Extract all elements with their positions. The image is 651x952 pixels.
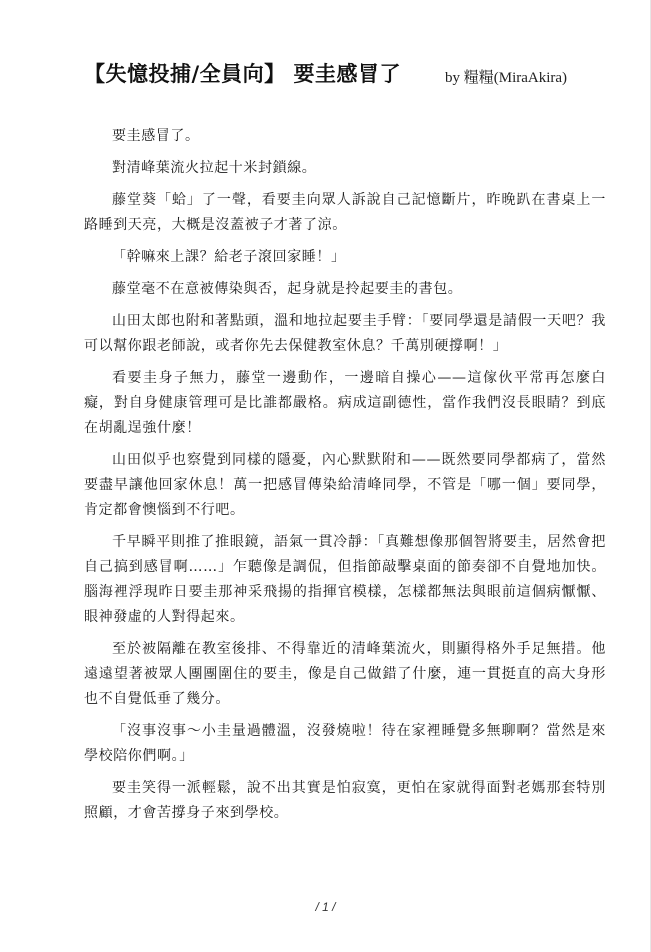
paragraph: 看要圭身子無力，藤堂一邊動作，一邊暗自操心——這傢伙平常再怎麼白癡，對自身健康管理可是比誰都嚴格。病成這副德性，當作我們沒長眼睛？到底在胡亂逞強什麼！ xyxy=(84,370,606,436)
paragraph: 藤堂毫不在意被傳染與否，起身就是拎起要圭的書包。 xyxy=(112,281,463,297)
page-title: 【失憶投捕/全員向】 要圭感冒了 xyxy=(84,62,401,86)
page-number: / 1 / xyxy=(315,900,336,914)
paragraph: 「沒事沒事～小圭量過體溫，沒發燒啦！待在家裡睡覺多無聊啊？當然是來學校陪你們啊。」 xyxy=(84,723,606,764)
paragraph: 藤堂葵「蛤」了一聲，看要圭向眾人訴說自己記憶斷片，昨晚趴在書桌上一路睡到天亮，大概是沒蓋被子才著了涼。 xyxy=(84,192,606,233)
paragraph: 要圭感冒了。 xyxy=(112,128,200,144)
paragraph: 至於被隔離在教室後排、不得靠近的清峰葉流火，則顯得格外手足無措。他遠遠望著被眾人團團圍住的要圭，像是自己做錯了什麼，連一貫挺直的高大身形也不自覺低垂了幾分。 xyxy=(84,641,606,707)
paragraph: 山田太郎也附和著點頭，溫和地拉起要圭手臂：「要同學還是請假一天吧？我可以幫你跟老師說，或者你先去保健教室休息？千萬別硬撐啊！」 xyxy=(84,313,606,354)
paragraph: 「幹嘛來上課？給老子滾回家睡！」 xyxy=(112,249,346,265)
paragraph: 對清峰葉流火拉起十米封鎖線。 xyxy=(112,160,317,176)
title-row xyxy=(84,58,604,92)
paragraph: 山田似乎也察覺到同樣的隱憂，內心默默附和——既然要同學都病了，當然要盡早讓他回家休息！萬一把感冒傳染給清峰同學，不管是「哪一個」要同學，肯定都會懊惱到不行吧。 xyxy=(84,452,606,518)
paragraph: 要圭笑得一派輕鬆，說不出其實是怕寂寞，更怕在家就得面對老媽那套特別照顧，才會苦撐身子來到學校。 xyxy=(84,780,606,821)
author-byline: by 糧糧(MiraAkira) xyxy=(445,70,568,86)
paragraph: 千早瞬平則推了推眼鏡，語氣一貫冷靜：「真難想像那個智將要圭，居然會把自己搞到感冒啊……」乍聽像是調侃，但指節敲擊桌面的節奏卻不自覺地加快。腦海裡浮現昨日要圭那神采飛揚的指揮官模樣，怎樣都無法與眼前這個病懨懨、眼神發虛的人對得起來。 xyxy=(84,534,606,625)
story-body xyxy=(84,124,606,833)
